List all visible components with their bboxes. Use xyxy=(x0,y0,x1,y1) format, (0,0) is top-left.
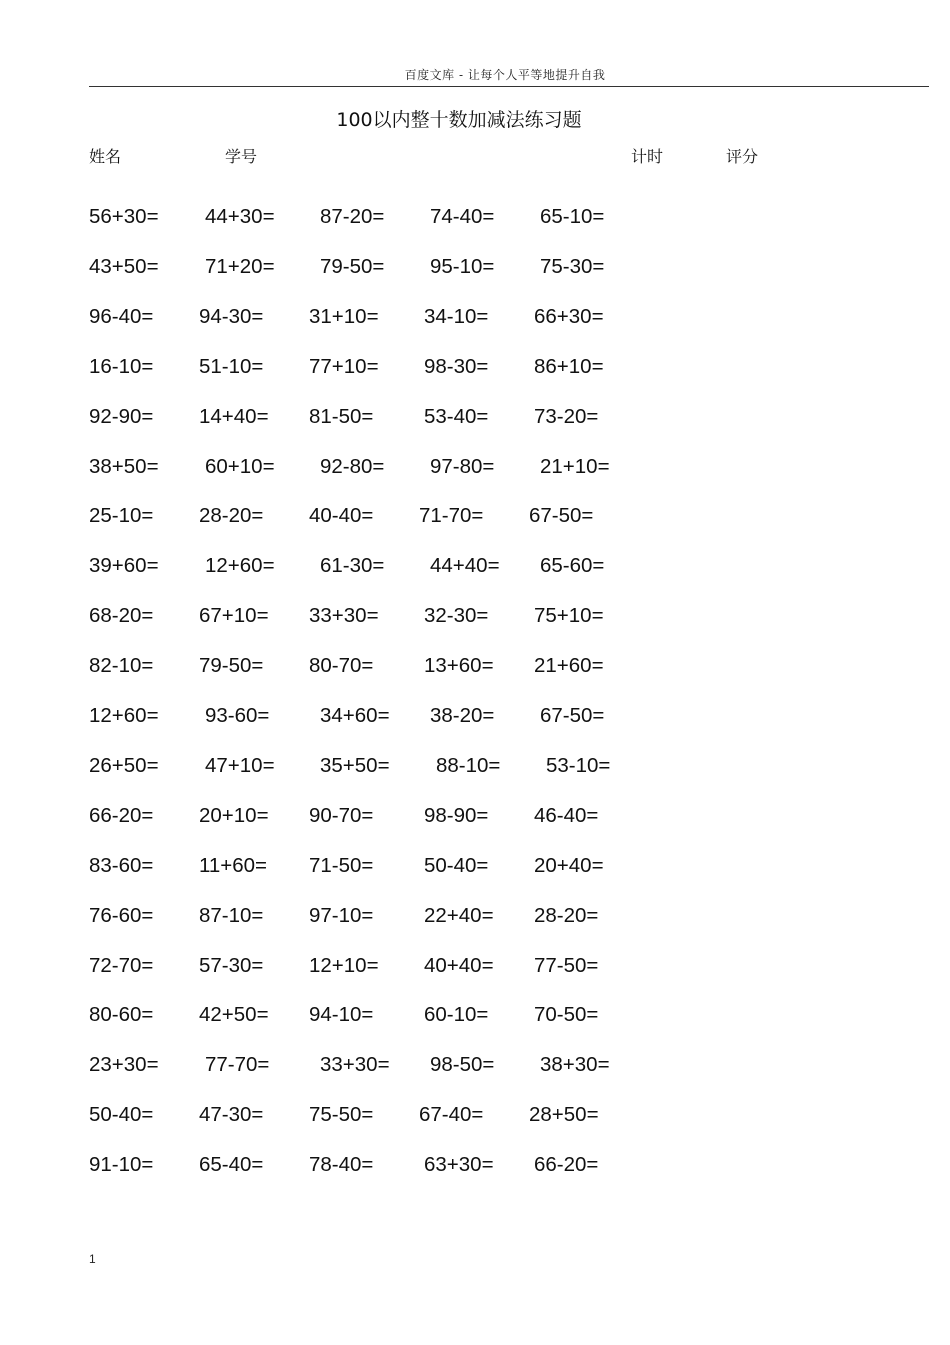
problem-item: 87-10= xyxy=(199,903,264,927)
problem-item: 98-30= xyxy=(424,354,489,378)
problem-item: 87-20= xyxy=(320,205,385,228)
problem-row xyxy=(89,804,789,832)
problem-item: 28-20= xyxy=(199,504,264,528)
header-divider xyxy=(89,86,929,87)
problem-item: 80-70= xyxy=(309,654,374,678)
problem-item: 66-20= xyxy=(89,803,154,827)
problem-item: 75-30= xyxy=(540,254,605,278)
problem-item: 71-50= xyxy=(309,853,374,877)
problem-item: 46-40= xyxy=(534,803,599,827)
problem-item: 26+50= xyxy=(89,753,159,777)
problem-row xyxy=(89,654,789,682)
problem-item: 98-90= xyxy=(424,803,489,827)
problem-item: 44+40= xyxy=(430,554,500,578)
page-header: 百度文库 - 让每个人平等地提升自我 xyxy=(404,68,606,82)
problem-item: 94-30= xyxy=(199,304,264,328)
problem-item: 98-50= xyxy=(430,1053,495,1077)
problem-item: 73-20= xyxy=(534,404,599,428)
problem-row xyxy=(89,704,789,732)
problem-item: 22+40= xyxy=(424,903,494,927)
problem-item: 65-10= xyxy=(540,205,605,228)
problem-item: 28-20= xyxy=(534,903,599,927)
problem-item: 14+40= xyxy=(199,404,269,428)
problem-item: 92-80= xyxy=(320,454,385,478)
problem-item: 50-40= xyxy=(424,853,489,877)
problem-item: 50-40= xyxy=(89,1103,154,1127)
problem-item: 28+50= xyxy=(529,1103,599,1127)
problem-item: 94-10= xyxy=(309,1003,374,1027)
problem-item: 90-70= xyxy=(309,803,374,827)
problem-row xyxy=(89,305,789,333)
problem-item: 65-40= xyxy=(199,1153,264,1177)
score-label: 评分 xyxy=(726,147,759,166)
problem-row xyxy=(89,604,789,632)
problem-row xyxy=(89,954,789,982)
problem-item: 40-40= xyxy=(309,504,374,528)
problem-item: 35+50= xyxy=(320,753,390,777)
problem-item: 78-40= xyxy=(309,1153,374,1177)
problem-item: 12+60= xyxy=(89,704,159,727)
problem-item: 79-50= xyxy=(199,654,264,678)
problem-item: 21+10= xyxy=(540,454,610,478)
problem-item: 67-50= xyxy=(529,504,594,528)
problem-item: 82-10= xyxy=(89,654,154,678)
problem-item: 60-10= xyxy=(424,1003,489,1027)
problem-item: 32-30= xyxy=(424,604,489,628)
problem-item: 71+20= xyxy=(205,254,275,278)
problem-item: 75+10= xyxy=(534,604,604,628)
problem-row xyxy=(89,455,789,483)
problem-item: 44+30= xyxy=(205,205,275,228)
problem-row xyxy=(89,904,789,932)
problem-item: 56+30= xyxy=(89,205,159,228)
problem-item: 47-30= xyxy=(199,1103,264,1127)
problem-item: 79-50= xyxy=(320,254,385,278)
problem-item: 25-10= xyxy=(89,504,154,528)
problem-item: 38-20= xyxy=(430,704,495,727)
problem-item: 65-60= xyxy=(540,554,605,578)
problem-item: 71-70= xyxy=(419,504,484,528)
problem-item: 38+50= xyxy=(89,454,159,478)
problem-item: 31+10= xyxy=(309,304,379,328)
problem-item: 67+10= xyxy=(199,604,269,628)
problem-item: 75-50= xyxy=(309,1103,374,1127)
problem-item: 91-10= xyxy=(89,1153,154,1177)
problem-item: 63+30= xyxy=(424,1153,494,1177)
problem-row xyxy=(89,205,789,233)
problem-item: 38+30= xyxy=(540,1053,610,1077)
name-label: 姓名 xyxy=(89,147,122,166)
problem-item: 95-10= xyxy=(430,254,495,278)
problem-row xyxy=(89,1053,789,1081)
problem-row xyxy=(89,854,789,882)
problem-item: 77+10= xyxy=(309,354,379,378)
problem-item: 16-10= xyxy=(89,354,154,378)
problem-item: 47+10= xyxy=(205,753,275,777)
problem-item: 33+30= xyxy=(309,604,379,628)
problem-row xyxy=(89,754,789,782)
problem-row xyxy=(89,1003,789,1031)
problem-item: 67-40= xyxy=(419,1103,484,1127)
problem-item: 13+60= xyxy=(424,654,494,678)
problem-row xyxy=(89,554,789,582)
problem-item: 66+30= xyxy=(534,304,604,328)
problem-item: 86+10= xyxy=(534,354,604,378)
problem-item: 93-60= xyxy=(205,704,270,727)
problem-item: 72-70= xyxy=(89,953,154,977)
problem-item: 21+60= xyxy=(534,654,604,678)
problem-item: 66-20= xyxy=(534,1153,599,1177)
problem-item: 88-10= xyxy=(436,753,501,777)
problem-item: 51-10= xyxy=(199,354,264,378)
problem-item: 80-60= xyxy=(89,1003,154,1027)
problem-item: 20+40= xyxy=(534,853,604,877)
student-id-label: 学号 xyxy=(225,147,258,166)
problem-item: 12+10= xyxy=(309,953,379,977)
problem-item: 96-40= xyxy=(89,304,154,328)
problem-item: 61-30= xyxy=(320,554,385,578)
problem-row xyxy=(89,255,789,283)
problem-item: 70-50= xyxy=(534,1003,599,1027)
problem-item: 33+30= xyxy=(320,1053,390,1077)
problem-item: 39+60= xyxy=(89,554,159,578)
problem-item: 40+40= xyxy=(424,953,494,977)
problem-item: 74-40= xyxy=(430,205,495,228)
problem-item: 11+60= xyxy=(199,853,268,877)
problem-item: 23+30= xyxy=(89,1053,159,1077)
problem-row xyxy=(89,355,789,383)
problem-row xyxy=(89,504,789,532)
problem-item: 34-10= xyxy=(424,304,489,328)
page-number: 1 xyxy=(89,1252,96,1266)
problem-item: 57-30= xyxy=(199,953,264,977)
problem-item: 83-60= xyxy=(89,853,154,877)
problem-item: 67-50= xyxy=(540,704,605,727)
time-label: 计时 xyxy=(631,147,664,166)
problem-item: 53-10= xyxy=(546,753,611,777)
problem-item: 34+60= xyxy=(320,704,390,727)
problem-item: 68-20= xyxy=(89,604,154,628)
problem-item: 20+10= xyxy=(199,803,269,827)
problem-item: 43+50= xyxy=(89,254,159,278)
problem-row xyxy=(89,1103,789,1131)
problem-row xyxy=(89,1153,789,1181)
problem-item: 97-10= xyxy=(309,903,374,927)
problem-item: 42+50= xyxy=(199,1003,269,1027)
problem-item: 53-40= xyxy=(424,404,489,428)
problem-item: 77-70= xyxy=(205,1053,270,1077)
worksheet-title: 100以内整十数加减法练习题 xyxy=(336,109,582,131)
problem-item: 81-50= xyxy=(309,404,374,428)
problem-item: 60+10= xyxy=(205,454,275,478)
problem-item: 12+60= xyxy=(205,554,275,578)
problem-item: 77-50= xyxy=(534,953,599,977)
problem-item: 97-80= xyxy=(430,454,495,478)
problem-item: 92-90= xyxy=(89,404,154,428)
problem-row xyxy=(89,405,789,433)
problem-item: 76-60= xyxy=(89,903,154,927)
